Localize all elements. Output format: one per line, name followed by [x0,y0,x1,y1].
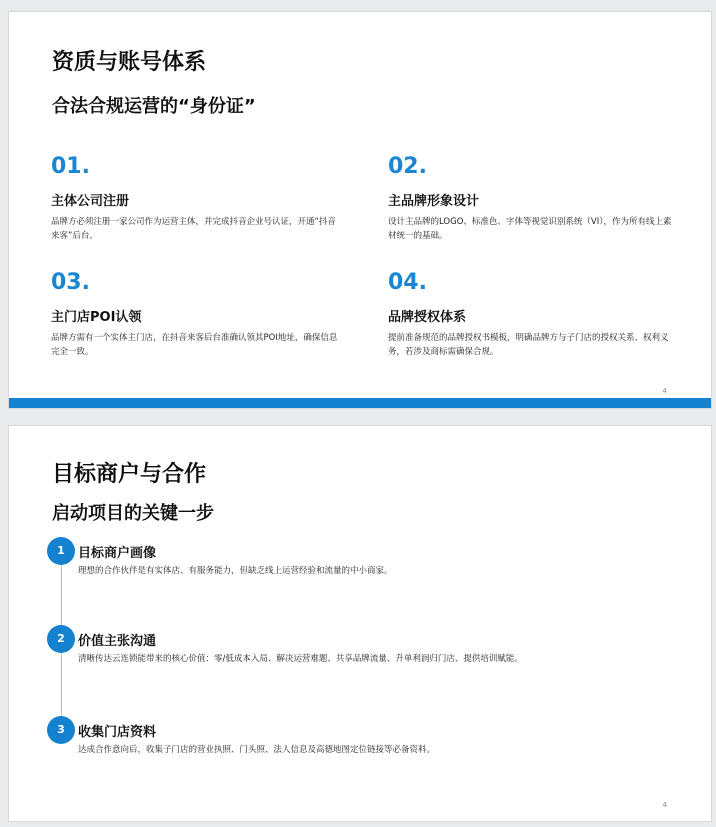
item-heading: 主体公司注册 [51,194,130,209]
item-description: 品牌方需有一个实体主门店，在抖音来客后台准确认领其POI地址，确保信息完全一致。 [51,333,338,357]
step-heading: 收集门店资料 [78,725,157,740]
item-description: 提前准备规范的品牌授权书模板，明确品牌方与子门店的授权关系、权利义务，若涉及商标需确保合规。 [388,333,669,357]
slide-title: 资质与账号体系 [52,50,207,75]
item-brand-authorization [388,270,678,359]
item-description: 设计主品牌的LOGO、标准色、字体等视觉识别系统（VI），作为所有线上素材统一的基础。 [388,217,672,241]
step-number-badge: 3 [47,716,75,744]
step-heading: 价值主张沟通 [78,634,157,649]
slide-merchants [9,426,711,821]
item-number: 03. [51,270,90,295]
item-heading: 主门店POI认领 [51,310,142,325]
item-heading: 主品牌形象设计 [388,194,480,209]
step-description: 达成合作意向后，收集子门店的营业执照、门头照、法人信息及高德地图定位链接等必备资料。 [78,745,436,755]
accent-bar [9,398,711,408]
slide-subtitle: 启动项目的关键一步 [52,503,214,524]
slide-title: 目标商户与合作 [52,462,207,487]
item-number: 01. [51,154,90,179]
item-company-registration [51,154,341,243]
step-number-badge: 2 [47,625,75,653]
step-number-badge: 1 [47,537,75,565]
item-number: 02. [388,154,427,179]
step-heading: 目标商户画像 [78,546,157,561]
item-description: 品牌方必须注册一家公司作为运营主体，并完成抖音企业号认证，开通“抖音来客”后台。 [51,217,336,241]
step-description: 理想的合作伙伴是有实体店、有服务能力，但缺乏线上运营经验和流量的中小商家。 [78,566,393,576]
page-number: 4 [662,801,667,809]
page-number: 4 [662,387,667,395]
item-number: 04. [388,270,427,295]
slide-qualification [9,12,711,408]
item-main-store-poi [51,270,341,359]
step-description: 清晰传达云连锁能带来的核心价值：零/低成本入局、解决运营难题、共享品牌流量、升单利润归门店、提供培训赋能。 [78,654,523,664]
item-heading: 品牌授权体系 [388,310,467,325]
item-brand-identity [388,154,678,243]
slide-subtitle: 合法合规运营的“身份证” [52,96,256,117]
